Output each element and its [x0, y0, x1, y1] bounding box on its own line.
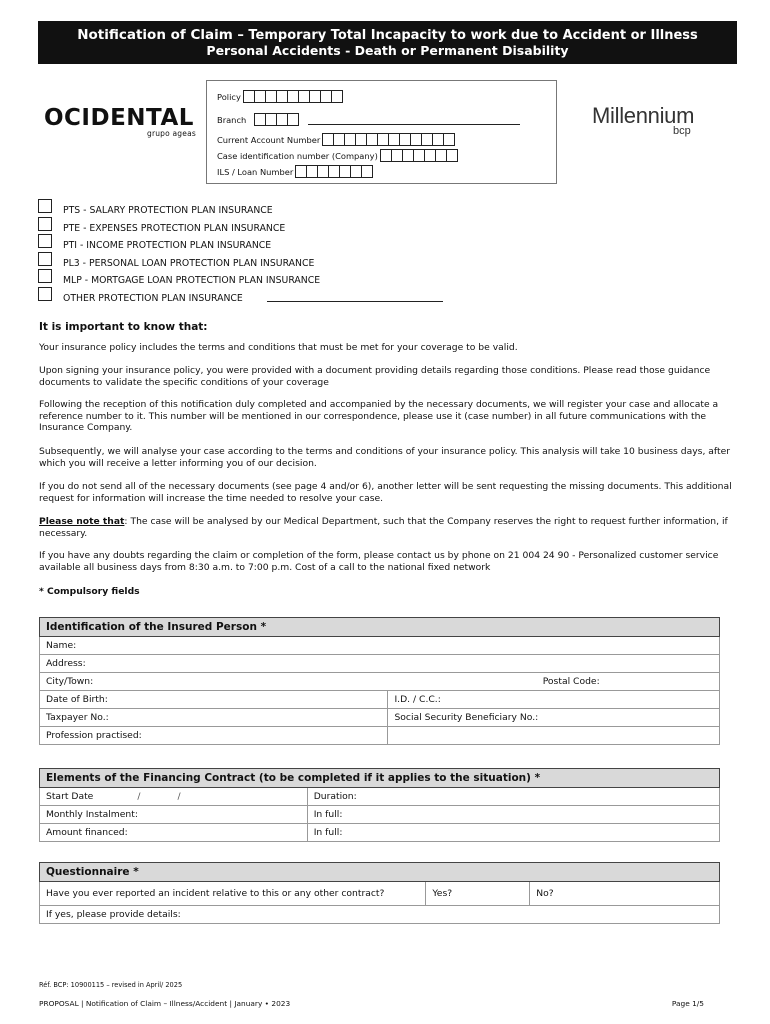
profession-extra-cell[interactable] [388, 727, 720, 745]
policy-label: Policy [217, 91, 241, 102]
postal-code-field[interactable]: Postal Code: [537, 673, 720, 691]
ocidental-logo [44, 106, 196, 138]
millennium-logo [592, 103, 712, 137]
compulsory-note: * Compulsory fields [39, 586, 140, 597]
start-date-label: Start Date [46, 791, 94, 802]
id-cc-field[interactable]: I.D. / C.C.: [388, 691, 720, 709]
insurance-type-label: MLP - MORTGAGE LOAN PROTECTION PLAN INSURANCE [63, 275, 321, 286]
profession-field[interactable]: Profession practised: [40, 727, 388, 745]
important-paragraph: Upon signing your insurance policy, you were provided with a document providing details regarding those conditions. Please read those guidance documents to validate the specific conditions of your coverage [39, 365, 711, 388]
insurance-type-label: OTHER PROTECTION PLAN INSURANCE [63, 292, 243, 304]
title-line-1 [38, 27, 737, 43]
incident-details-field[interactable]: If yes, please provide details: [40, 906, 720, 924]
ocidental-logo-name: OCIDENTAL [44, 105, 194, 131]
important-paragraph: Your insurance policy includes the terms and conditions that must be met for your coverage to be valid. [39, 342, 518, 353]
other-plan-line[interactable] [267, 292, 443, 302]
name-field[interactable]: Name: [40, 637, 720, 655]
insurance-type-label: PTI - INCOME PROTECTION PLAN INSURANCE [63, 240, 272, 251]
policy-number-field[interactable] [243, 90, 342, 103]
important-heading: It is important to know that: [39, 321, 208, 333]
yes-option[interactable]: Yes? [426, 882, 530, 906]
financing-contract-table [39, 768, 720, 842]
social-security-field[interactable]: Social Security Beneficiary No.: [388, 709, 720, 727]
current-account-field[interactable] [322, 133, 454, 146]
insurance-type-checkbox[interactable] [38, 287, 52, 301]
financing-heading: Elements of the Financing Contract (to be completed if it applies to the situation) * [40, 769, 720, 788]
policy-row [217, 90, 342, 103]
important-paragraph: Following the reception of this notification duly completed and accompanied by the necessary documents, we will register your case and allocate a reference number to it. This number will be mentioned in our correspondence, please use it (case number) in all future communications with the Insurance Company. [39, 399, 719, 434]
ils-loan-field[interactable] [295, 165, 372, 178]
taxpayer-field[interactable]: Taxpayer No.: [40, 709, 388, 727]
insurance-type-label: PL3 - PERSONAL LOAN PROTECTION PLAN INSURANCE [63, 257, 315, 269]
ils-loan-row [217, 165, 372, 178]
reference-note: Réf. BCP: 10900115 – revised in April/ 2025 [39, 981, 183, 989]
important-paragraph [39, 516, 739, 539]
date-of-birth-field[interactable]: Date of Birth: [40, 691, 388, 709]
ocidental-logo-sub: grupo ageas [146, 129, 196, 138]
current-account-row [217, 133, 454, 146]
amount-in-full-field[interactable]: In full: [307, 824, 719, 842]
important-paragraph: Subsequently, we will analyse your case according to the terms and conditions of your insurance policy. This analysis will take 10 business days, after which you will receive a letter informing you of our decision. [39, 446, 731, 469]
insurance-type-label: PTS - SALARY PROTECTION PLAN INSURANCE [63, 205, 273, 216]
title-line-2: Personal Accidents - Death or Permanent Disability [206, 43, 569, 58]
date-separator: / [137, 791, 141, 802]
important-paragraph: If you have any doubts regarding the claim or completion of the form, please contact us by phone on 21 004 24 90 - Personalized customer service available all business days from 8:30 a.m. to 7:00 p.m. Cost of a call to the national fixed network [39, 550, 719, 573]
date-separator: / [177, 791, 181, 802]
branch-name-line[interactable] [308, 115, 520, 125]
millennium-logo-sub: bcp [673, 125, 691, 137]
insurance-type-label: PTE - EXPENSES PROTECTION PLAN INSURANCE [63, 222, 286, 234]
important-paragraph: If you do not send all of the necessary documents (see page 4 and/or 6), another letter will be sent requesting the missing documents. This additional request for information will increase the time needed to resolve your case. [39, 481, 732, 504]
current-account-label: Current Account Number [217, 134, 321, 145]
policy-info-box [206, 80, 557, 184]
branch-label: Branch [217, 114, 247, 125]
page-number: Page 1/5 [671, 999, 704, 1008]
millennium-logo-name: Millennium [592, 103, 695, 128]
case-id-label: Case identification number (Company) [217, 150, 378, 161]
title-rest: – Temporary Total Incapacity to work due to Accident or Illness [232, 28, 698, 43]
questionnaire-heading: Questionnaire * [40, 863, 720, 882]
case-id-field[interactable] [380, 149, 457, 162]
insured-person-table [39, 617, 720, 745]
title-bar [38, 21, 737, 64]
document-footer: PROPOSAL | Notification of Claim – Illness/Accident | January • 2023 [39, 999, 291, 1008]
case-id-row [217, 149, 457, 162]
insurance-type-checkbox[interactable] [38, 252, 52, 266]
please-note-colon: : [124, 516, 128, 527]
questionnaire-table [39, 862, 720, 924]
insurance-type-checkbox[interactable] [38, 269, 52, 283]
amount-financed-field[interactable]: Amount financed: [40, 824, 308, 842]
duration-field[interactable]: Duration: [307, 788, 719, 806]
start-date-field[interactable] [40, 788, 308, 806]
branch-number-field[interactable] [254, 113, 298, 126]
monthly-instalment-field[interactable]: Monthly Instalment: [40, 806, 308, 824]
please-note-label: Please note that [39, 516, 125, 527]
instalment-in-full-field[interactable]: In full: [307, 806, 719, 824]
city-field[interactable]: City/Town: [40, 673, 537, 691]
incident-question: Have you ever reported an incident relative to this or any other contract? [40, 882, 426, 906]
please-note-text: The case will be analysed by our Medical Department, such that the Company reserves the right to request further information, if necessary. [39, 516, 728, 539]
title-lead: Notification of Claim [77, 27, 233, 43]
insured-person-heading: Identification of the Insured Person * [40, 618, 720, 637]
insurance-type-checkbox[interactable] [38, 199, 52, 213]
insurance-type-checkbox[interactable] [38, 234, 52, 248]
address-field[interactable]: Address: [40, 655, 720, 673]
insurance-type-checkbox[interactable] [38, 217, 52, 231]
no-option[interactable]: No? [530, 882, 720, 906]
ils-loan-label: ILS / Loan Number [217, 166, 294, 177]
branch-row [217, 113, 520, 126]
